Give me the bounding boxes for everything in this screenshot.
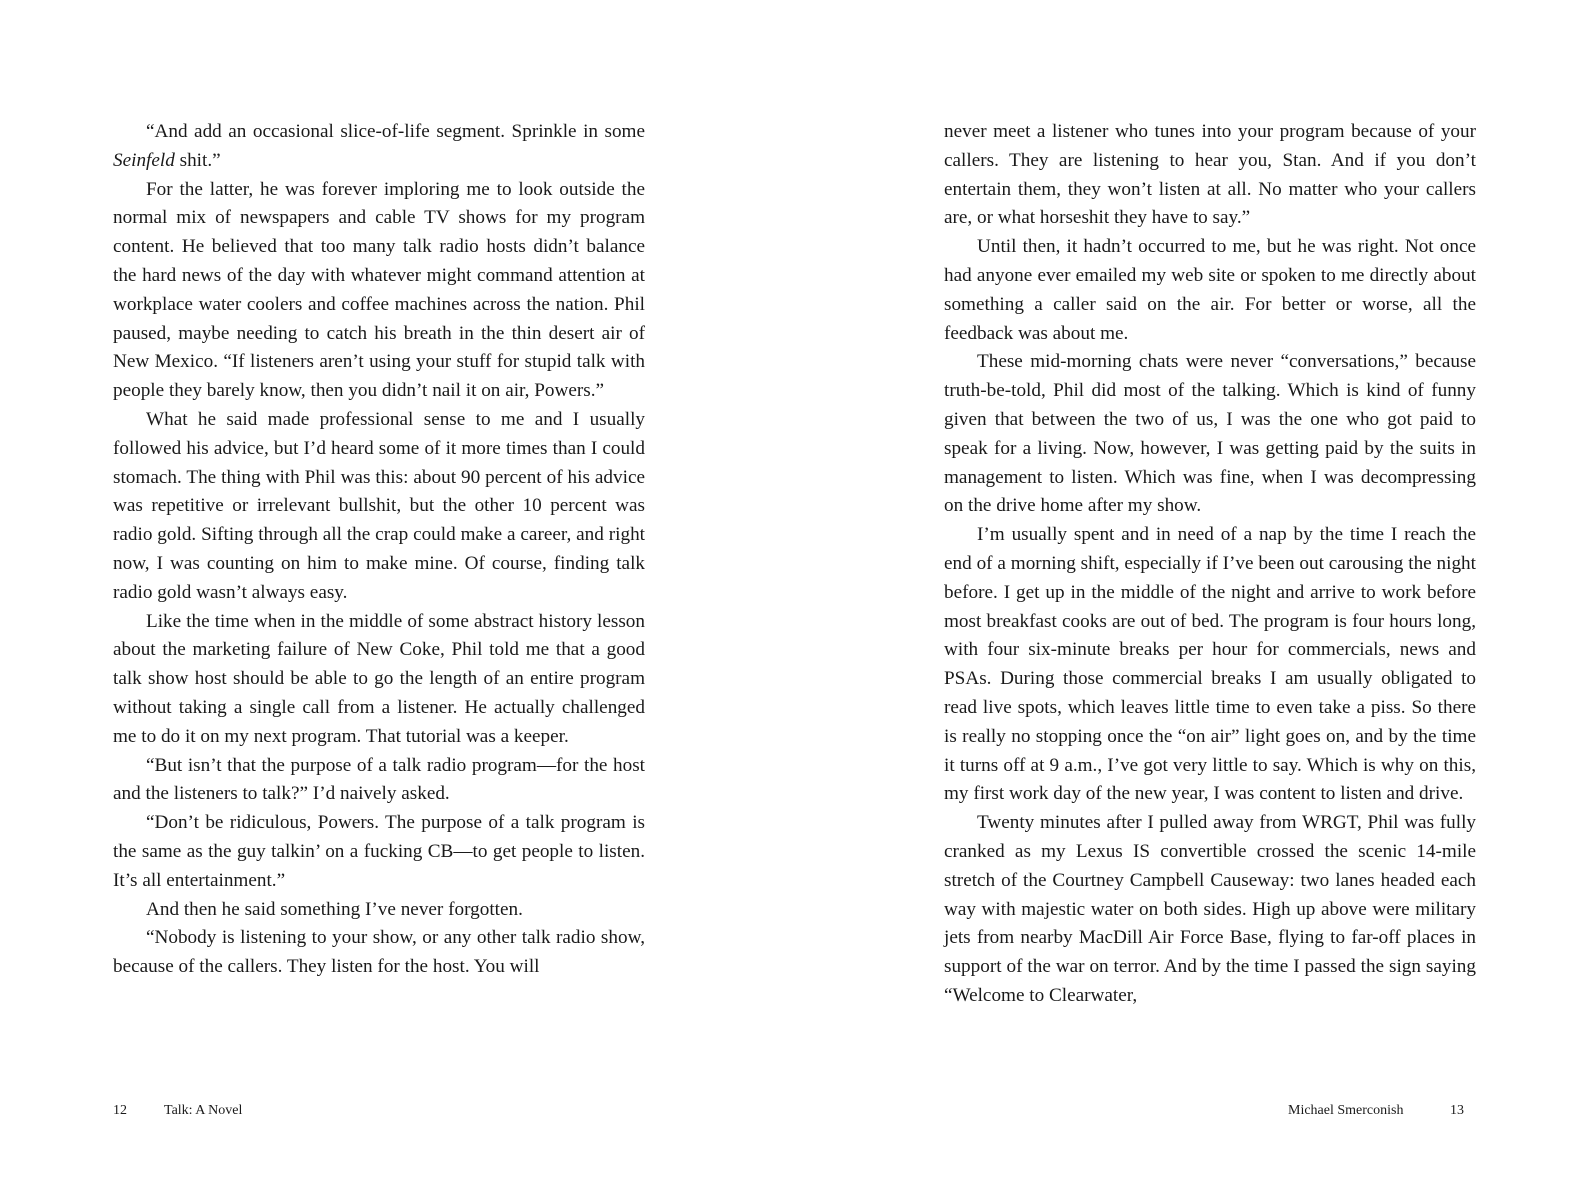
left-running-title: Talk: A Novel bbox=[164, 1103, 243, 1118]
paragraph: And then he said something I’ve never forgotten. bbox=[146, 898, 523, 920]
paragraph-text: shit.” bbox=[174, 149, 221, 171]
right-running-title: Michael Smerconish bbox=[1288, 1103, 1404, 1118]
right-page-number: 13 bbox=[1450, 1103, 1464, 1118]
paragraph: What he said made professional sense to me and I usually followed his advice, but I’d heard some of it more times than I could stomach. The thing with Phil was this: about 90 percent of his advice was repetitive or irrelevant bullshit, but the other 10 percent was radio gold. Sifting through all the crap could make a career, and right now, I was counting on him to make mine. Of course, finding talk radio gold wasn’t always easy. bbox=[113, 408, 645, 603]
paragraph: “Nobody is listening to your show, or any other talk radio show, because of the callers. They listen for the host. You will bbox=[113, 927, 645, 978]
right-page bbox=[944, 118, 1476, 1011]
paragraph: Like the time when in the middle of some abstract history lesson about the marketing failure of New Coke, Phil told me that a good talk show host should be able to go the length of an entire program without taking a single call from a listener. He actually challenged me to do it on my next program. That tutorial was a keeper. bbox=[113, 610, 645, 747]
paragraph: “But isn’t that the purpose of a talk radio program—for the host and the listeners to talk?” I’d naively asked. bbox=[113, 754, 645, 805]
paragraph: never meet a listener who tunes into your program because of your callers. They are listening to hear you, Stan. And if you don’t entertain them, they won’t listen at all. No matter who your callers are, or what horseshit they have to say.” bbox=[944, 121, 1476, 229]
paragraph: Twenty minutes after I pulled away from WRGT, Phil was fully cranked as my Lexus IS convertible crossed the scenic 14-mile stretch of the Courtney Campbell Causeway: two lanes headed each way with majestic water on both sides. High up above were military jets from nearby MacDill Air Force Base, flying to far-off places in support of the war on terror. And by the time I passed the sign saying “Welcome to Clearwater, bbox=[944, 812, 1476, 1006]
paragraph: “Don’t be ridiculous, Powers. The purpose of a talk program is the same as the guy talkin’ on a fucking CB—to get people to listen. It’s all entertainment.” bbox=[113, 812, 645, 891]
left-page-number: 12 bbox=[113, 1103, 127, 1118]
paragraph bbox=[113, 118, 645, 176]
paragraph-text: “And add an occasional slice-of-life segment. Sprinkle in some bbox=[146, 121, 645, 142]
left-page bbox=[113, 118, 645, 982]
paragraph: I’m usually spent and in need of a nap by the time I reach the end of a morning shift, especially if I’ve been out carousing the night before. I get up in the middle of the night and arrive to work before most breakfast cooks are out of bed. The program is four hours long, with four six-minute breaks per hour for commercials, news and PSAs. During those commercial breaks I am usually obligated to read live spots, which leaves little time to even take a piss. So there is really no stopping once the “on air” light goes on, and by the time it turns off at 9 a.m., I’ve got very little to say. Which is why on this, my first work day of the new year, I was content to listen and drive. bbox=[944, 524, 1476, 805]
paragraph: For the latter, he was forever imploring me to look outside the normal mix of newspapers and cable TV shows for my program content. He believed that too many talk radio hosts didn’t balance the hard news of the day with whatever might command attention at workplace water coolers and coffee machines across the nation. Phil paused, maybe needing to catch his breath in the thin desert air of New Mexico. “If listeners aren’t using your stuff for stupid talk with people they barely know, then you didn’t nail it on air, Powers.” bbox=[113, 178, 645, 402]
paragraph: Until then, it hadn’t occurred to me, but he was right. Not once had anyone ever emailed my web site or spoken to me directly about something a caller said on the air. For better or worse, all the feedback was about me. bbox=[944, 236, 1476, 344]
italic-title: Seinfeld bbox=[113, 149, 175, 171]
paragraph: These mid-morning chats were never “conversations,” because truth-be-told, Phil did most of the talking. Which is kind of funny given that between the two of us, I was the one who got paid to speak for a living. Now, however, I was getting paid by the suits in management to listen. Which was fine, when I was decompressing on the drive home after my show. bbox=[944, 351, 1476, 517]
